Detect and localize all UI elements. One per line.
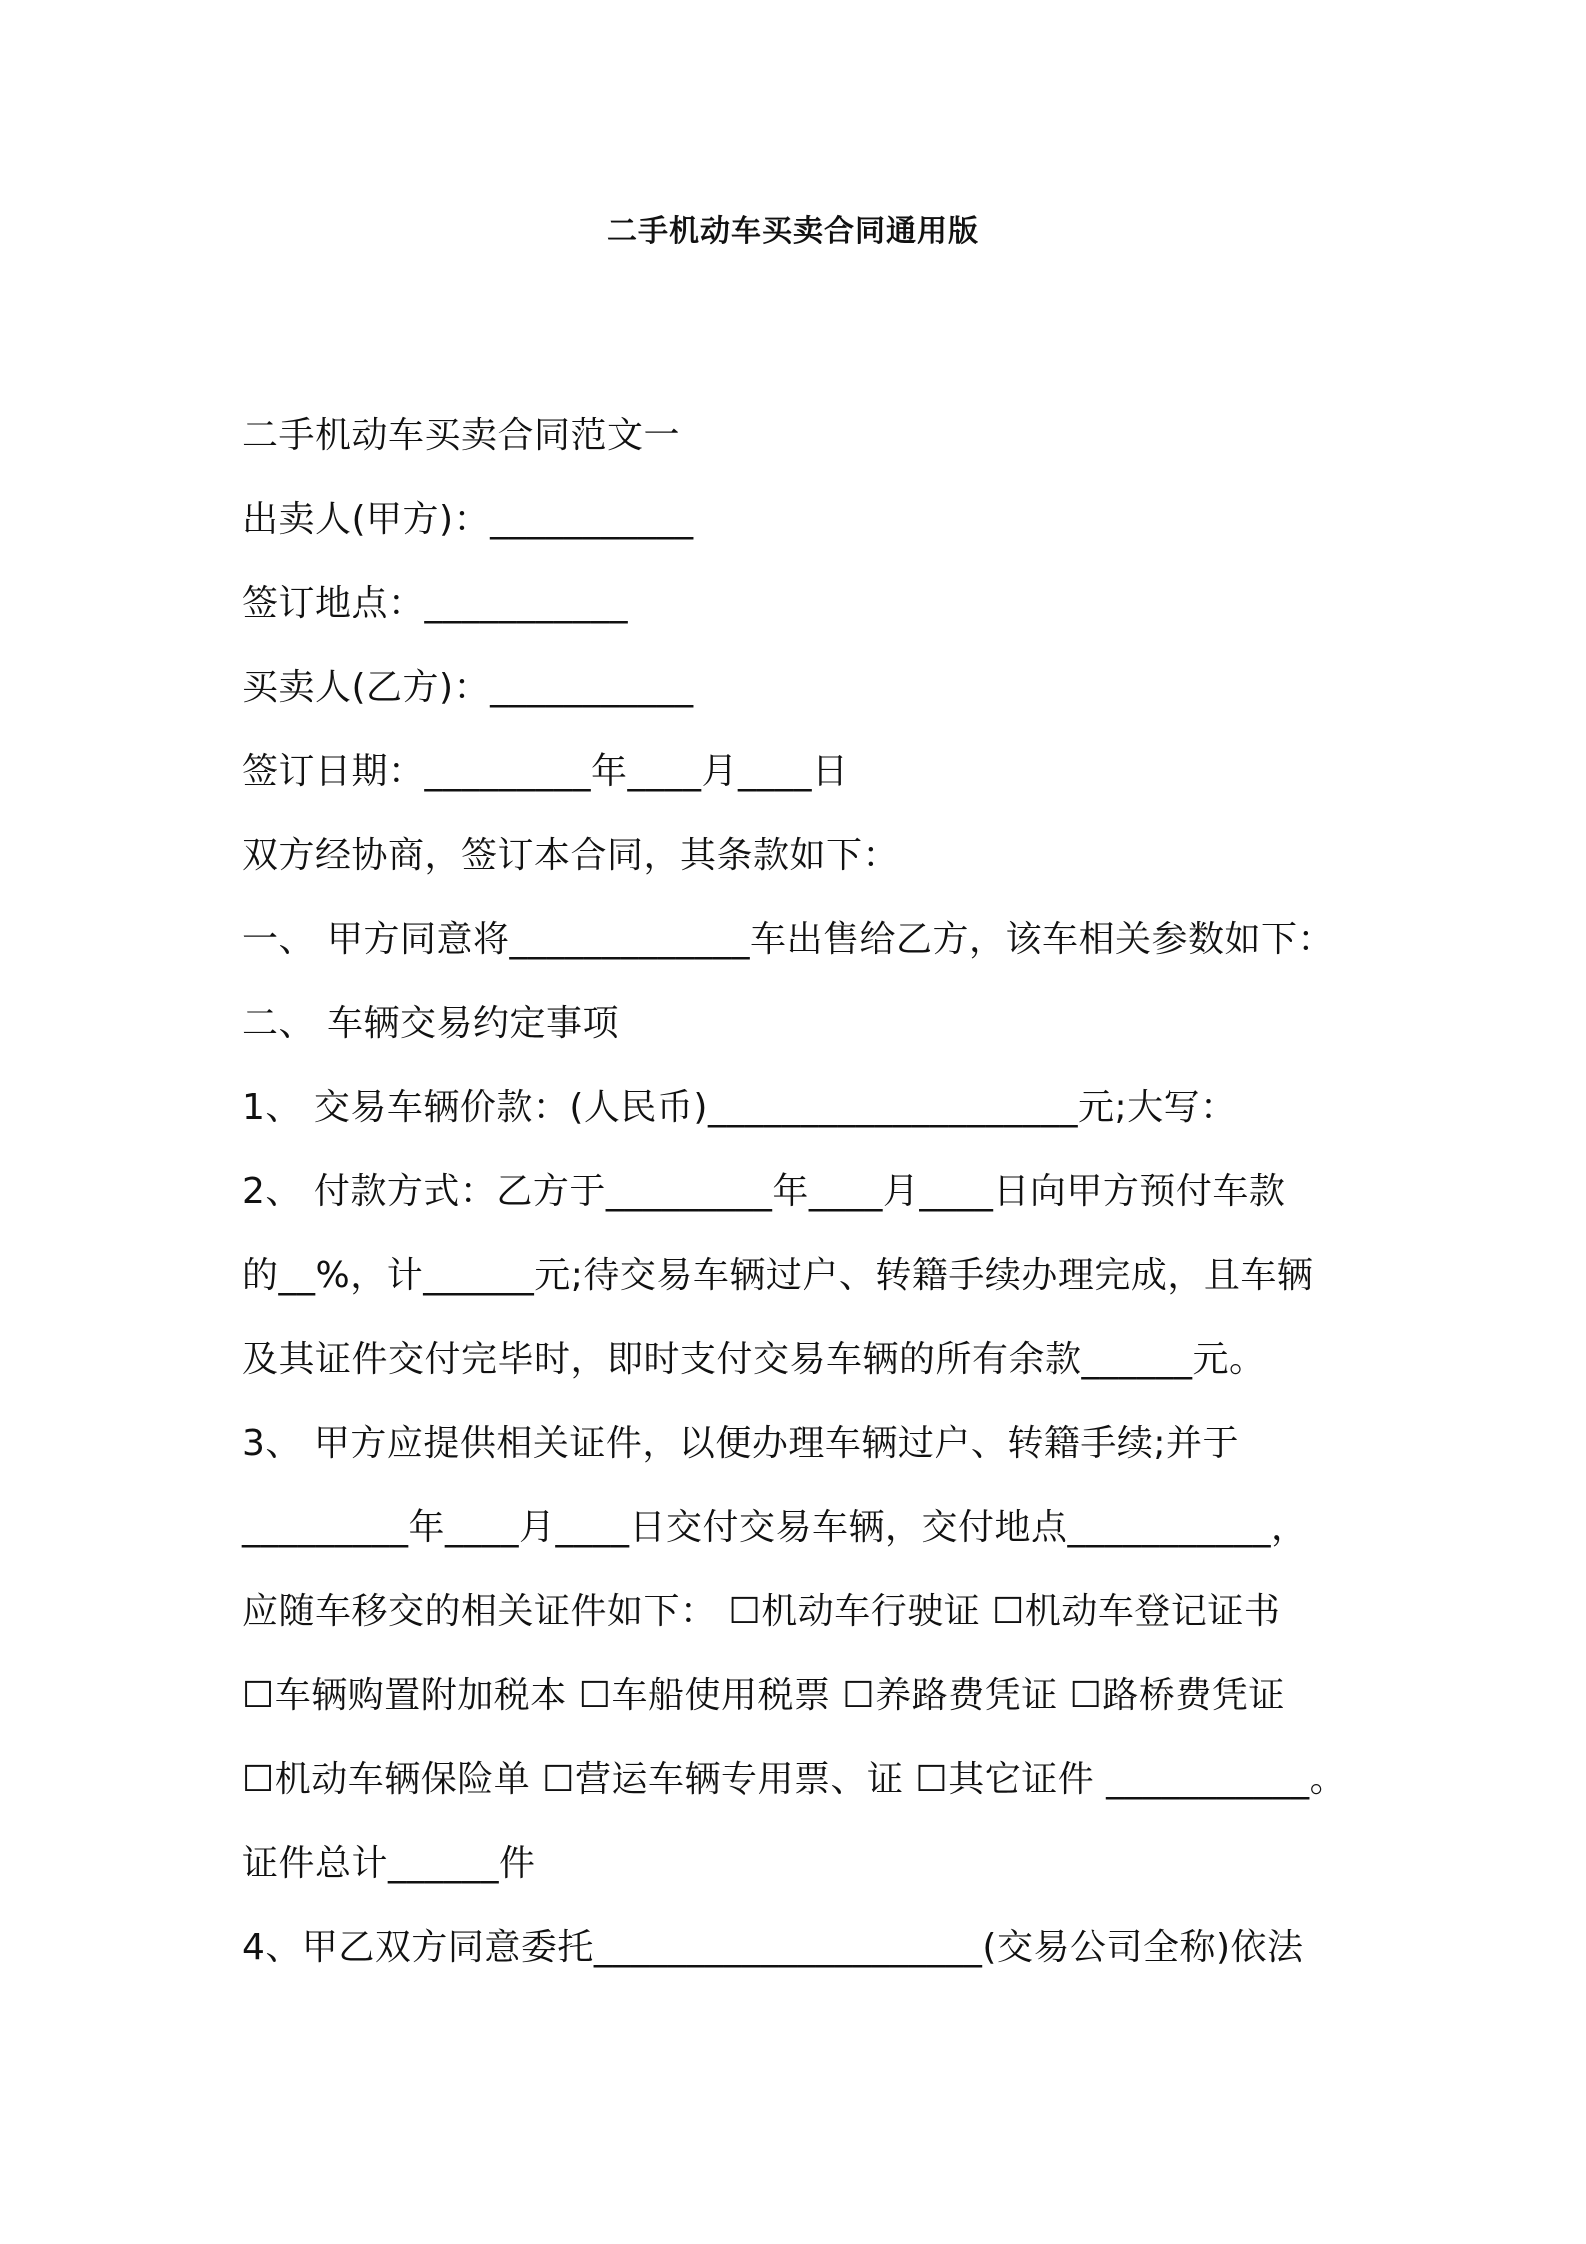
item-2-payment-line: 2、 付款方式：乙方于_________年____月____日向甲方预付车款 xyxy=(242,1171,1286,1212)
buyer-line: 买卖人(乙方)：___________ xyxy=(242,667,694,708)
item-4-entrust-line: 4、甲乙双方同意委托_____________________(交易公司全称)依法 xyxy=(242,1927,1304,1968)
item-2-payment-line-cont: 的__%，计______元;待交易车辆过户、转籍手续办理完成，且车辆 xyxy=(242,1255,1314,1296)
clause-two-heading: 二、 车辆交易约定事项 xyxy=(242,1003,619,1044)
intro-line: 双方经协商，签订本合同，其条款如下： xyxy=(242,835,900,876)
signing-place-line: 签订地点：___________ xyxy=(242,583,629,624)
item-3-checkbox-line-2: ☐机动车辆保险单 ☐营运车辆专用票、证 ☐其它证件 ___________。 xyxy=(242,1759,1347,1800)
item-3-documents-line: 3、 甲方应提供相关证件，以便办理车辆过户、转籍手续;并于 xyxy=(242,1423,1239,1464)
contract-subtitle: 二手机动车买卖合同范文一 xyxy=(242,415,681,456)
certificate-total-line: 证件总计______件 xyxy=(242,1843,536,1884)
item-2-payment-line-end: 及其证件交付完毕时，即时支付交易车辆的所有余款______元。 xyxy=(242,1339,1266,1380)
item-1-price-line: 1、 交易车辆价款：(人民币)____________________元;大写： xyxy=(242,1087,1237,1128)
clause-one-line: 一、 甲方同意将_____________车出售给乙方，该车相关参数如下： xyxy=(242,919,1334,960)
item-3-certificates-line: 应随车移交的相关证件如下： ☐机动车行驶证 ☐机动车登记证书 xyxy=(242,1591,1281,1632)
item-3-checkbox-line-1: ☐车辆购置附加税本 ☐车船使用税票 ☐养路费凭证 ☐路桥费凭证 xyxy=(242,1675,1285,1716)
document-title: 二手机动车买卖合同通用版 xyxy=(607,214,979,249)
signing-date-line: 签订日期：_________年____月____日 xyxy=(242,751,849,792)
item-3-delivery-line: _________年____月____日交付交易车辆，交付地点___________， xyxy=(242,1507,1308,1548)
seller-line: 出卖人(甲方)：___________ xyxy=(242,499,694,540)
